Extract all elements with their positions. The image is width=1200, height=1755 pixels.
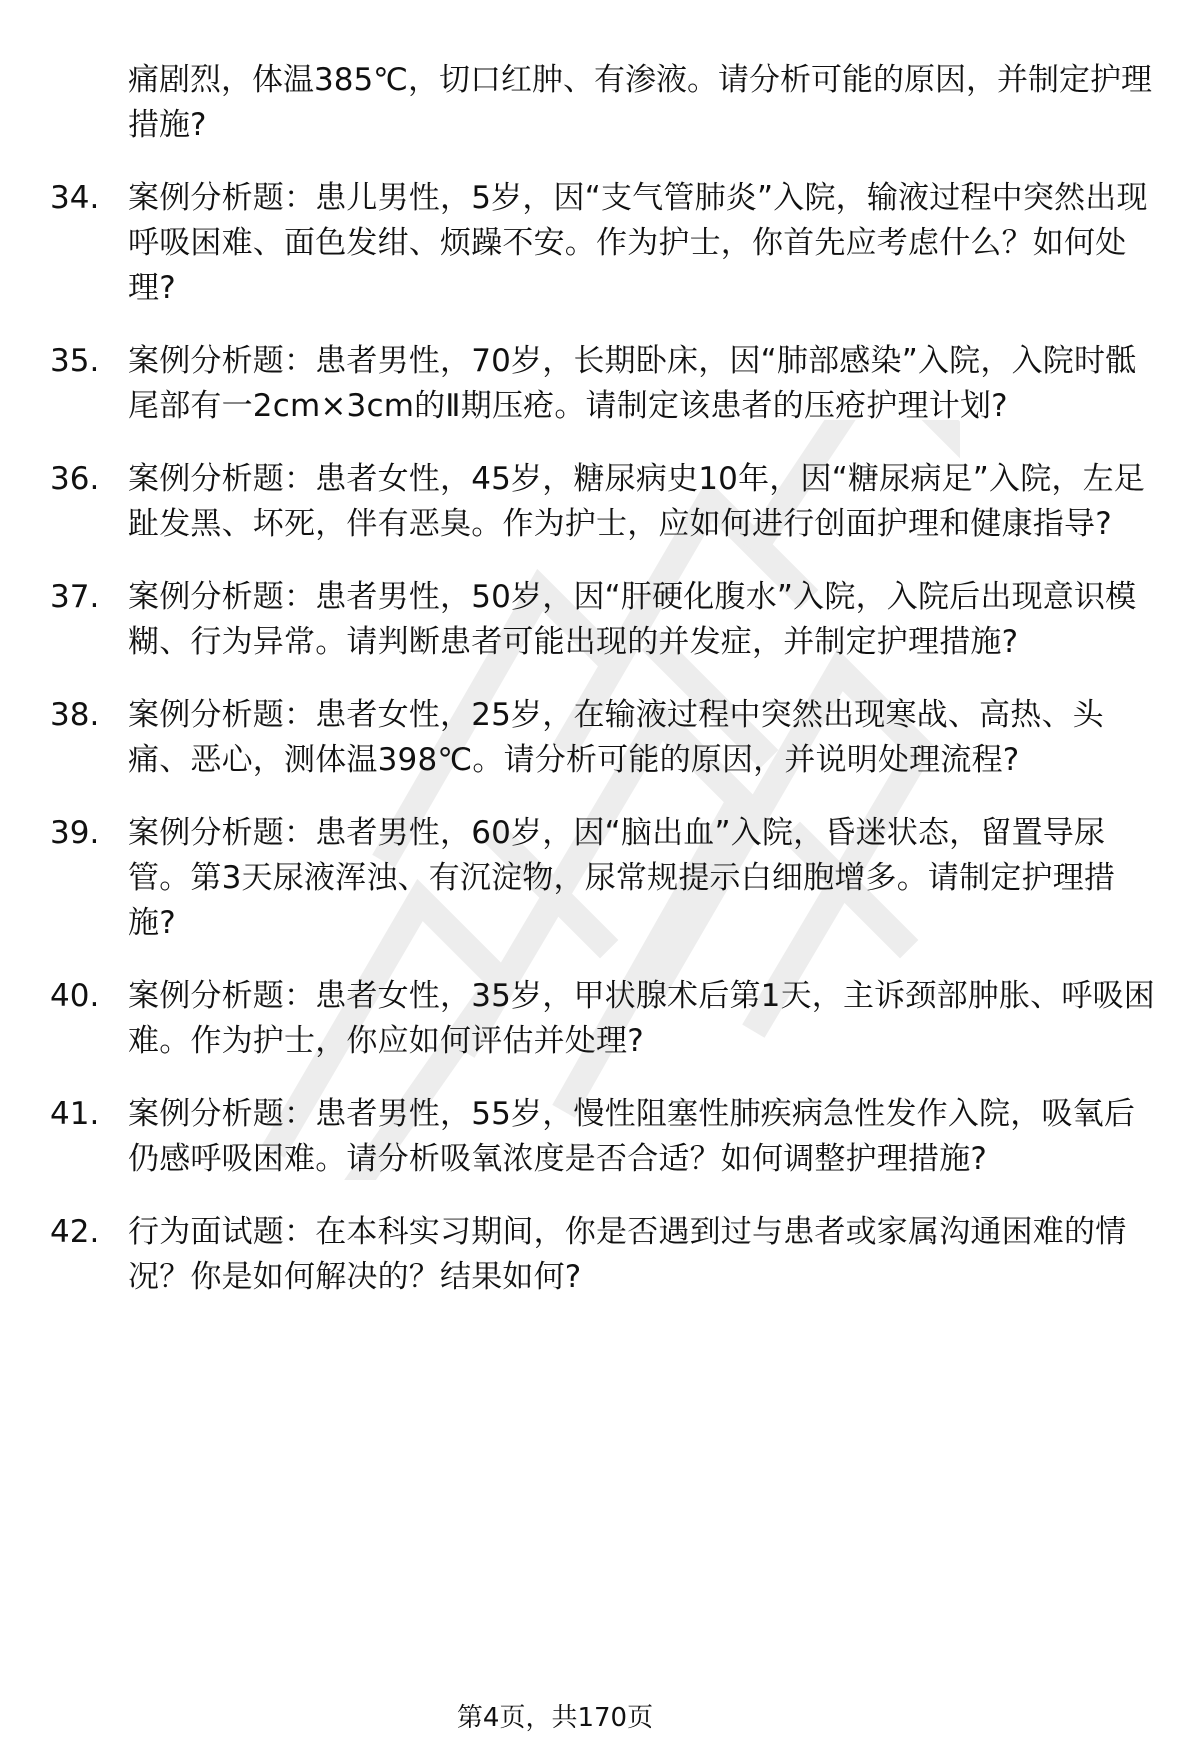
question-text: 案例分析题：患者男性，70岁，长期卧床，因“肺部感染”入院，入院时骶尾部有一2cm×3cm的Ⅱ期压疮。请制定该患者的压疮护理计划?: [128, 343, 1137, 424]
question-item-36: [0, 457, 1200, 547]
question-text: 案例分析题：患者男性，50岁，因“肝硬化腹水”入院，入院后出现意识模糊、行为异常。请判断患者可能出现的并发症，并制定护理措施?: [128, 579, 1137, 660]
question-text: 案例分析题：患者女性，35岁，甲状腺术后第1天，主诉颈部肿胀、呼吸困难。作为护士，你应如何评估并处理?: [128, 978, 1155, 1059]
question-number: 37.: [50, 579, 100, 615]
question-number: 40.: [50, 978, 100, 1014]
question-number: 38.: [50, 697, 100, 733]
question-number: 39.: [50, 815, 100, 851]
question-item-34: [0, 176, 1200, 311]
question-text: 案例分析题：患者女性，45岁，糖尿病史10年，因“糖尿病足”入院，左足趾发黑、坏死，伴有恶臭。作为护士，应如何进行创面护理和健康指导?: [128, 461, 1146, 542]
question-item-40: [0, 974, 1200, 1064]
question-number: 41.: [50, 1096, 100, 1132]
document-content: [0, 58, 1200, 1328]
question-number: 34.: [50, 180, 100, 216]
question-text: 行为面试题：在本科实习期间，你是否遇到过与患者或家属沟通困难的情况？你是如何解决的？结果如何?: [128, 1214, 1127, 1295]
page-footer: [0, 1700, 1200, 1736]
question-item-38: [0, 693, 1200, 783]
question-number: 42.: [50, 1214, 100, 1250]
question-item-42: [0, 1210, 1200, 1300]
question-item-39: [0, 811, 1200, 946]
question-item-37: [0, 575, 1200, 665]
question-text: 案例分析题：患者男性，55岁，慢性阻塞性肺疾病急性发作入院，吸氧后仍感呼吸困难。请分析吸氧浓度是否合适？如何调整护理措施?: [128, 1096, 1136, 1177]
question-item-41: [0, 1092, 1200, 1182]
question-number: 36.: [50, 461, 100, 497]
question-text: 案例分析题：患者男性，60岁，因“脑出血”入院，昏迷状态，留置导尿管。第3天尿液浑浊、有沉淀物，尿常规提示白细胞增多。请制定护理措施?: [128, 815, 1116, 941]
page-indicator: 第4页，共170页: [456, 1703, 654, 1733]
previous-question-continuation: 痛剧烈，体温385℃，切口红肿、有渗液。请分析可能的原因，并制定护理措施?: [128, 62, 1152, 143]
question-item-35: [0, 339, 1200, 429]
question-text: 案例分析题：患儿男性，5岁，因“支气管肺炎”入院，输液过程中突然出现呼吸困难、面色发绀、烦躁不安。作为护士，你首先应考虑什么？如何处理?: [128, 180, 1148, 306]
question-text: 案例分析题：患者女性，25岁，在输液过程中突然出现寒战、高热、头痛、恶心，测体温398℃。请分析可能的原因，并说明处理流程?: [128, 697, 1104, 778]
question-number: 35.: [50, 343, 100, 379]
